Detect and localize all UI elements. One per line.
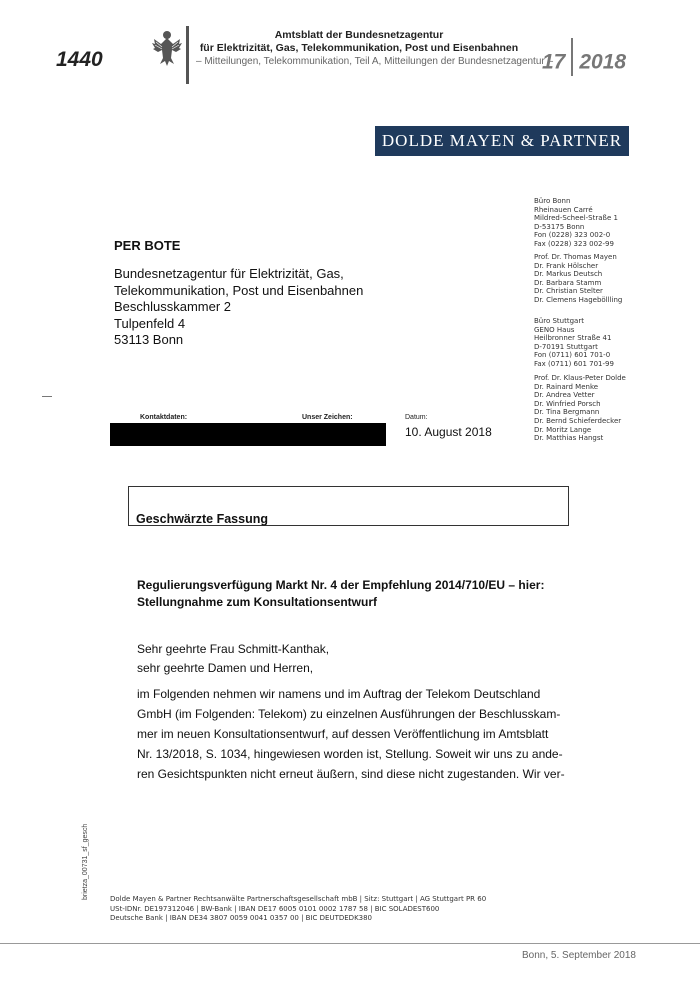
- issue-year: 2018: [579, 50, 627, 74]
- fold-mark: [42, 396, 52, 397]
- side-line: Dr. Tina Bergmann: [534, 408, 600, 417]
- gazette-title: [196, 29, 522, 55]
- side-line: Prof. Dr. Klaus-Peter Dolde: [534, 374, 626, 382]
- side-line: Fon (0228) 323 002-0: [534, 231, 611, 240]
- body-line: ren Gesichtspunkten nicht erneut äußern, sind diese nicht zugestanden. Wir ver-: [137, 767, 565, 781]
- issue-divider: [571, 38, 573, 76]
- body-line: Nr. 13/2018, S. 1034, hingewiesen worden ist, Stellung. Soweit wir uns zu ande-: [137, 747, 563, 761]
- recipient-line: Beschlusskammer 2: [114, 299, 232, 314]
- redacted-version-label: Geschwärzte Fassung: [136, 512, 268, 526]
- subject-line1: Regulierungsverfügung Markt Nr. 4 der Empfehlung 2014/710/EU – hier:: [137, 578, 545, 592]
- salutation-line2: sehr geehrte Damen und Herren,: [137, 661, 314, 675]
- side-line: Büro Stuttgart: [534, 317, 584, 325]
- firm-legal-footer: [110, 895, 486, 924]
- office-stuttgart-address: [534, 317, 614, 369]
- side-line: GENO Haus: [534, 325, 575, 334]
- federal-eagle-icon: [150, 28, 184, 68]
- office-bonn-address: [534, 197, 618, 249]
- side-line: D-53175 Bonn: [534, 222, 585, 231]
- side-line: Fax (0711) 601 701-99: [534, 359, 614, 368]
- recipient-line: Tulpenfeld 4: [114, 315, 186, 331]
- side-line: Dr. Winfried Porsch: [534, 399, 601, 408]
- salutation-line1: Sehr geehrte Frau Schmitt-Kanthak,: [137, 642, 330, 656]
- footer-divider: [0, 943, 700, 944]
- side-line: Mildred-Scheel-Straße 1: [534, 214, 618, 223]
- subject-line2: Stellungnahme zum Konsultationsentwurf: [137, 595, 378, 609]
- document-code: brietza_00731_sf_gesch: [82, 823, 89, 900]
- gazette-title-line2: für Elektrizität, Gas, Telekommunikation, Post und Eisenbahnen: [199, 42, 519, 54]
- body-line: GmbH (im Folgenden: Telekom) zu einzelnen Ausführungen der Beschlusskam-: [137, 707, 561, 721]
- gazette-title-line1: Amtsblatt der Bundesnetzagentur: [274, 29, 444, 41]
- body-paragraph: [137, 684, 585, 784]
- gazette-subtitle: – Mitteilungen, Telekommunikation, Teil A, Mitteilungen der Bundesnetzagentur –: [196, 56, 554, 67]
- issue-label: [542, 44, 626, 82]
- delivery-method: PER BOTE: [114, 238, 181, 253]
- side-line: Dr. Bernd Schieferdecker: [534, 416, 622, 425]
- side-line: Büro Bonn: [534, 197, 571, 205]
- publication-date: Bonn, 5. September 2018: [522, 950, 636, 961]
- side-line: D-70191 Stuttgart: [534, 342, 598, 351]
- redaction-bar: [110, 423, 386, 446]
- firm-logo-banner: DOLDE MAYEN & PARTNER: [375, 126, 629, 156]
- side-line: Fon (0711) 601 701-0: [534, 351, 611, 360]
- side-line: Dr. Andrea Vetter: [534, 391, 595, 400]
- contact-label: Kontaktdaten:: [140, 414, 188, 421]
- side-line: Rheinauen Carré: [534, 205, 593, 214]
- recipient-line: 53113 Bonn: [114, 332, 184, 347]
- recipient-address: [114, 266, 363, 349]
- side-line: Dr. Clemens Hageböllling: [534, 295, 623, 304]
- issue-number: 17: [542, 50, 566, 74]
- subject-line: [137, 577, 597, 611]
- body-line: im Folgenden nehmen wir namens und im Auftrag der Telekom Deutschland: [137, 687, 541, 701]
- partners-bonn-list: [534, 253, 622, 305]
- letter-date: 10. August 2018: [405, 425, 492, 439]
- side-line: Dr. Frank Hölscher: [534, 261, 599, 270]
- salutation: [137, 640, 329, 678]
- side-line: Dr. Moritz Lange: [534, 425, 592, 434]
- footer-line: Deutsche Bank | IBAN DE34 3807 0059 0041 0357 00 | BIC DEUTDEDK380: [110, 914, 373, 922]
- reference-label: Unser Zeichen:: [302, 414, 353, 421]
- page-number: 1440: [56, 48, 103, 71]
- body-line: mer im neuen Konsultationsentwurf, auf dessen Veröffentlichung im Amtsblatt: [137, 727, 549, 741]
- recipient-line: Telekommunikation, Post und Eisenbahnen: [114, 282, 364, 298]
- side-line: Prof. Dr. Thomas Mayen: [534, 253, 617, 261]
- recipient-line: Bundesnetzagentur für Elektrizität, Gas,: [114, 266, 344, 281]
- side-line: Dr. Matthias Hangst: [534, 434, 604, 443]
- footer-line: Dolde Mayen & Partner Rechtsanwälte Partnerschaftsgesellschaft mbB | Sitz: Stuttgart | AG Stuttgart PR 60: [110, 895, 487, 903]
- header-divider: [186, 26, 189, 84]
- footer-line: USt-IDNr. DE197312046 | BW-Bank | IBAN DE17 6005 0101 0002 1787 58 | BIC SOLADEST600: [110, 904, 440, 913]
- partners-stuttgart-list: [534, 374, 626, 443]
- side-line: Fax (0228) 323 002-99: [534, 239, 614, 248]
- side-line: Heilbronner Straße 41: [534, 334, 612, 343]
- side-line: Dr. Christian Stelter: [534, 287, 603, 296]
- side-line: Dr. Rainard Menke: [534, 382, 599, 391]
- side-line: Dr. Barbara Stamm: [534, 278, 602, 287]
- date-label: Datum:: [405, 414, 428, 421]
- side-line: Dr. Markus Deutsch: [534, 270, 603, 279]
